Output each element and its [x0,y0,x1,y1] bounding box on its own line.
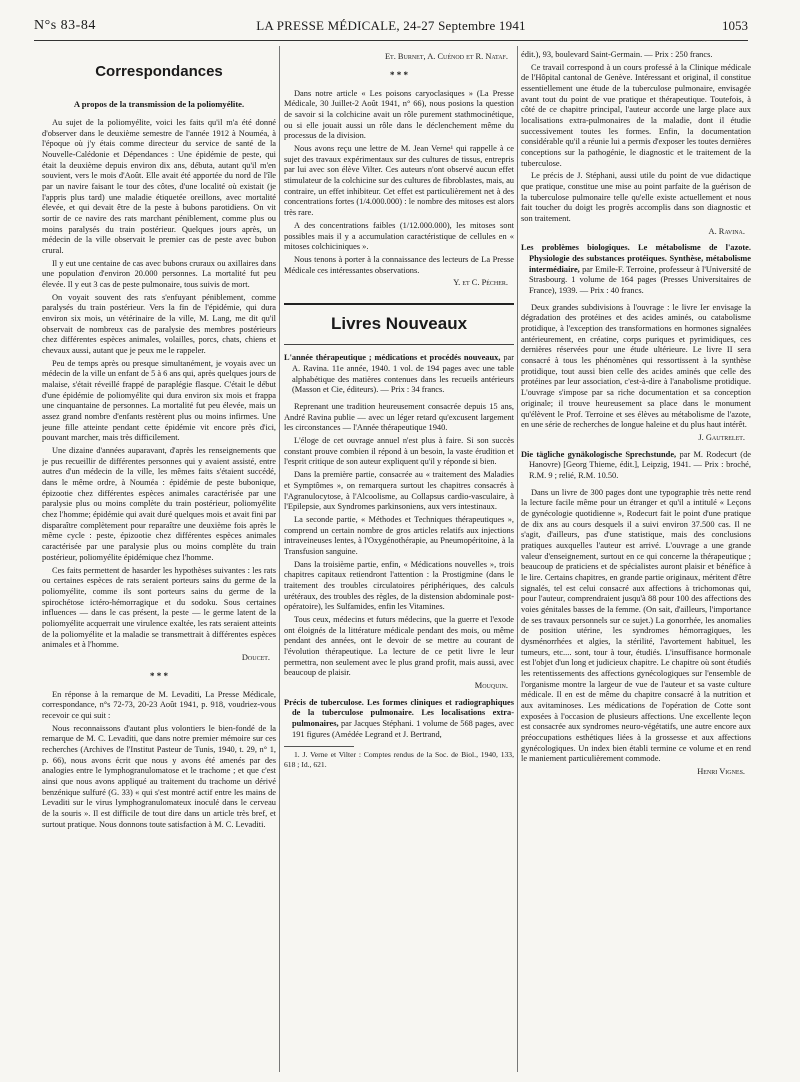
paragraph: L'éloge de cet ouvrage annuel n'est plus à faire. Si son succès constant prouve combien il répond à un besoin, la vaste érudition et l'esprit critique de son auteur expliquent qu'il y réponde si bien. [284,436,514,467]
article-subtitle: A propos de la transmission de la poliomyélite. [73,99,245,110]
paragraph: En réponse à la remarque de M. Levaditi, La Presse Médicale, correspondance, n°s 72-73, 20-23 Août 1941, p. 918, voudriez-vous recevoir ce qui suit : [42,689,276,720]
paragraph: Dans un livre de 300 pages dont une typographie très nette rend la lecture facile même pour un étranger et qu'il a intitulé « Leçons de gynécologie quotidienne », Rodecurt fait le point d'une pratique de dix ans au cours desquels il a suivi environ 37.500 cas. Il ne s'agit, d'ailleurs, pas d'une statistique, mais des conclusions pratiques auxquelles l'auteur est arrivé. L'ouvrage a une grande valeur d'enseignement, surtout en ce qui concerne la thérapeutique ; beaucoup de praticiens et de spécialistes auront plaisir et bénéfice à le lire. Certains chapitres, en grande partie originaux, méritent d'être signalés, tel est celui consacré aux affections à trichomonas qui, pour l'auteur, comprendraient jusqu'à 88 pour 100 des affections des voies génitales basses de la femme. (On sait, d'ailleurs, l'importance de ses travaux personnels sur ce sujet.) La gonorrhée, les anomalies de position utérine, les syndromes hémorragiques, les dysménorrhées et algies, la stérilité, l'avortement habituel, les tumeurs, etc.... sont, tour à tour, étudiés. L'insuffisance hormonale est l'objet d'un long et judicieux chapitre. Le chapitre où sont étudiés les retentissements des affections gynécologiques sur l'ensemble de l'organisme montre la largeur de vue de l'auteur et sa vaste culture médicale. Il en est de même du chapitre consacré à la nutrition et aux avitaminoses. Les médications de l'opération de Cotte sont exposées à l'occasion de plusieurs affections. Une excellente leçon est consacrée aux syndromes neuro-végétatifs, une autre encore aux préoccupations esthétiques liées à la grossesse et aux affections gynécologiques. Un index bien établi termine ce volume et en rend le maniement particulièrement commode. [521,487,751,764]
column-divider [517,46,518,1072]
paragraph: Dans notre article « Les poisons caryoclasiques » (La Presse Médicale, 30 Juillet-2 Août 1941, n° 66), nous posions la question de savoir si la colchicine avait un rôle purement stathmocinétique, ou si elle jouait aussi un rôle dans le déclenchement même du processus de la division. [284,88,514,141]
book-title: L'année thérapeutique ; médications et procédés nouveaux, [284,353,501,363]
paragraph: Dans la première partie, consacrée au « traitement des Maladies et Symptômes », on remarquera surtout les chapitres consacrés à l'Agranulocytose, à l'Alcoolisme, au Collapsus cardio-vasculaire, à l'Epilepsie, aux Syndromes parkinsoniens, aux vers intestinaux. [284,470,514,512]
page-header [34,18,748,40]
footnote: 1. J. Verne et Vilter : Comptes rendus de la Soc. de Biol., 1940, 133, 618 ; Id., 621. [284,750,514,769]
book-entry-title [521,450,751,482]
paragraph: Reprenant une tradition heureusement consacrée depuis 15 ans, André Ravina publie — avec un léger retard qu'excusent largement les circonstances — l'Année thérapeutique 1940. [284,402,514,433]
paragraph: On voyait souvent des rats s'enfuyant péniblement, comme paralysés du train postérieur. Vers la fin de l'épidémie, qui dura environ six mois, un vétérinaire de la ville, M. Lang, me dit qu'il observait de nombreux cas de paralysie des membres postérieurs chez différentes espèces animales, volailles, porcs, chats, chiens et chevaux aussi, autant que je peux me le rappeler. [42,292,276,356]
paragraph: Une dizaine d'années auparavant, d'après les renseignements que je pus recueillir de différentes personnes qui y avaient assisté, entre autres d'un médecin de la ville, les mêmes faits s'étaient succédé, dans le même ordre, à Nouméa : épidémie de peste bubonique, épizootie chez différentes espèces animales caractérisée par une paralysie plus ou moins complète du train postérieur, poliomyélite chez l'homme; épidémie qui avait duré quelques mois et avait fini par disparaître complètement pour reparaître une deuxième fois après le même cycle : peste, épizootie chez différentes espèces animales caractérisée par une paralysie plus ou moins complète du train postérieur, poliomyélite épidémique chez l'homme. [42,446,276,562]
author-signature: Et. Burnet, A. Cuénod et R. Nataf. [384,52,508,61]
paragraph: Au sujet de la poliomyélite, voici les faits qu'il m'a été donné d'observer dans le deuxième semestre de l'année 1912 à Nouméa, à l'époque où j'y étais comme directeur du service de santé de la Nouvelle-Calédonie et Dépendances : Une épidémie de peste, qui était la deuxième depuis environ dix ans, débuta, autant qu'il m'en souvient, vers le mois d'Août. Elle avait été apportée du nord de l'île par un navire faisant le tour des côtes, d'une localité où existait (je l'appris plus tard) une maladie étiquetée oreillons, avec mortalité élevée, et qui devait être de la peste à bubons parotidiens. On vit sortir de ce navire des rats marchant péniblement, comme plus ou moins paralysés du train postérieur. Quelques jours après, un médecin de la ville observait le premier cas de peste avec bubon crural. [42,117,276,256]
paragraph: La seconde partie, « Méthodes et Techniques thérapeutiques », comprend un certain nombre de gros articles relatifs aux injections intraveineuses lentes, à l'Oxygénothérapie, au Pneumopéritoine, à la Transfusion sanguine. [284,514,514,556]
paragraph: Nous tenons à porter à la connaissance des lecteurs de La Presse Médicale ces intéressantes observations. [284,254,514,275]
author-signature: A. Ravina. [708,226,745,236]
section-separator: * * * [150,670,168,681]
paragraph: Dans la troisième partie, enfin, « Médications nouvelles », trois chapitres capitaux retiendront l'attention : la Prostigmine (dans le traitement des troubles circulatoires périphériques, des calculs urétéraux, des troubles des règles, de la distension abdominale post-opératoire), les Sulfamides, enfin les Vitamines. [284,559,514,612]
column-divider [279,46,280,1072]
book-meta: par A. Ravina. 11e année, 1940. 1 vol. de 194 pages avec une table alphabétique des matières contenues dans les recueils antérieurs (Masson et Cie, éditeurs). — Prix : 34 francs. [292,353,514,395]
journal-title: LA PRESSE MÉDICALE, 24-27 Septembre 1941 [256,18,526,33]
book-title: Les problèmes biologiques. Le métabolisme de l'azote. Physiologie des substances protéiques. Synthèse, métabolisme intermédiaire, [521,243,751,274]
section-rule [284,344,514,345]
section-title-correspondances: Correspondances [95,63,223,80]
paragraph: Le précis de J. Stéphani, aussi utile du point de vue didactique que pratique, constitue une mise au point parfaite de la guérison de la tuberculose pulmonaire telle qu'elle existe actuellement et nous fait toucher du doigt les progrès accomplis dans son diagnostic et son traitement. [521,171,751,224]
page-number: 1053 [722,18,748,33]
paragraph: Peu de temps après ou presque simultanément, je voyais avec un médecin de la ville un enfant de 5 à 6 ans qui, après quelques jours de malaise, s'était réveillé frappé de paraplégie flasque. C'était le début d'une épidémie de poliomyélite qui dura environ six mois et frappa une cinquantaine de personnes. La mortalité fut peu élevée, mais un assez grand nombre d'enfants restèrent plus ou moins infirmes. Une jeune fille atteinte pendant cette épidémie vit encore près d'ici, pouvant marcher, mais très difficilement. [42,358,276,443]
book-title: Précis de tuberculose. Les formes cliniques et radiographiques de la tuberculose pulmonaire. Les localisations extra-pulmonaires, [284,697,514,728]
book-meta: par M. Rodecurt (de Hanovre) [Georg Thieme, édit.], Leipzig, 1941. — Prix : broché, R.M. 9 ; relié, R.M. 10.50. [529,449,751,480]
book-entry-title [521,243,751,296]
paragraph: Ce travail correspond à un cours professé à la Clinique médicale de l'Hôpital cantonal de Genève. Intéressant et original, il constitue essentiellement une étude de la tuberculose pulmonaire, envisagée avant tout du point de vue pratique et thérapeutique. Toutefois, à côté de ce chapitre principal, l'auteur accorde une large place aux localisations extra-pulmonaires de la maladie, dont il étudie successivement toutes les formes. Enfin, la documentation considérable qu'il a réunie lui a permis d'exposer les toutes dernières conceptions sur la pathogénie, le diagnostic et le traitement de la tuberculose. [521,62,751,168]
book-entry-title [284,698,514,741]
section-title-livres: Livres Nouveaux [330,313,468,333]
book-entry-title [284,353,514,396]
section-rule [284,303,514,305]
author-signature: Doucet. [241,652,270,662]
column-1 [42,50,276,1066]
book-meta: édit.), 93, boulevard Saint-Germain. — Prix : 250 francs. [521,50,713,59]
author-signature: Mouquin. [474,680,508,690]
paragraph: Il y eut une centaine de cas avec bubons cruraux ou axillaires dans une population d'environ 20.000 personnes. La mortalité fut peu élevée. Il y eut 3 cas de peste pulmonaire, tous suivis de mort. [42,258,276,290]
column-3 [521,50,751,1066]
paragraph: Nous avons reçu une lettre de M. Jean Verne¹ qui rappelle à ce sujet des travaux expérimentaux sur des cultures de tissus, entrepris par lui avec son élève Vilter. Ces auteurs n'ont observé aucun effet stimulateur de la colchicine sur des cultures de fibroblastes, mais, au contraire, un effet inhibiteur. Cet effet est particulièrement net à des concentrations fortes (1/4.000.000) : le nombre des mitoses est alors très rare. [284,144,514,218]
header-rule [34,40,748,41]
paragraph: Deux grandes subdivisions à l'ouvrage : le livre Ier envisage la dégradation des protéines et des acides aminés, ou catabolisme protidique, à l'exception des transformations en hormones signalées antérieurement, en créatine, corps puriques et pyrimidiques, ces dernières réservées pour une étude ultérieure. Le livre II sera consacré à tous les phénomènes qui ressortissent à la synthèse protidique, tout aussi bien celle des acides aminés que celle des protéines par leur association, c'est-à-dire à l'anabolisme protidique. L'ouvrage s'impose par sa riche documentation et sa conception originale; il trouve heureusement sa place dans le monument qu'élèvent le Prof. Terroine et ses élèves au métabolisme de l'azote, en une série de recherches de longue haleine et du plus haut intérêt. [521,302,751,430]
issue-number: N°s 83-84 [34,18,96,33]
author-signature: J. Gautrelet. [698,432,745,442]
paragraph: Tous ceux, médecins et futurs médecins, que la guerre et l'exode ont éloignés de la littérature médicale pendant des mois, ou même pendant des années, ont le devoir de se mettre au courant de l'évolution thérapeutique. La lecture de ce petit livre le leur permettra, non seulement avec le plus grand profit, mais aussi, avec beaucoup de plaisir. [284,614,514,678]
book-title: Die tägliche gynäkologische Sprechstunde, [521,449,677,459]
author-signature: Henri Vignes. [697,767,745,776]
paragraph: Ces faits permettent de hasarder les hypothèses suivantes : les rats ou certaines espèces de rats seraient porteurs sains du germe de la poliomyélite, comme ils sont porteurs sains du germe de la spirochétose ictéro-hémorragique et du sodoku. Sous certaines influences — dans le cas présent, la peste — le germe latent de la poliomyélite acquerrait une virulence exaltée, les rats seraient atteints de la poliomyélite et la maladie se transmettrait à différentes espèces animales et à l'homme. [42,565,276,650]
book-meta: par Emile-F. Terroine, professeur à l'Université de Strasbourg. 1 volume de 164 pages (Presses Universitaires de France), 1939. — Prix : 40 francs. [529,264,751,296]
author-signature: Y. et C. Pécher. [453,278,508,288]
paragraph: A des concentrations faibles (1/12.000.000), les mitoses sont possibles mais il y a accumulation caractéristique de cellules en « mitoses colchiciniques ». [284,220,514,252]
book-meta: par Jacques Stéphani. 1 volume de 568 pages, avec 191 figures (Amédée Legrand et J. Bertrand, [292,718,514,739]
column-2 [284,50,514,1066]
paragraph: Nous reconnaissons d'autant plus volontiers le bien-fondé de la remarque de M. C. Levaditi, que dans notre premier mémoire sur ces recherches (Archives de l'Institut Pasteur de Tunis, 1940, t. 29, n° 1, p. 66), nous avons écrit que nous y avons été amenés par des analogies entre le lymphogranulomatose et le trachome ; et que c'est ainsi que nous avons appliqué au traitement du trachome un dérivé benzénique sulfuré (G. 33) « qui s'est montré actif entre les mains de Levaditi sur le virus lymphogranulomateux inoculé dans le cerveau de la souris ». Il est difficile de tout dire dans un article très bref, et surtout pratique. Nous donnons toute satisfaction à M. C. Levaditi. [42,723,276,829]
section-separator: * * * [390,69,408,80]
